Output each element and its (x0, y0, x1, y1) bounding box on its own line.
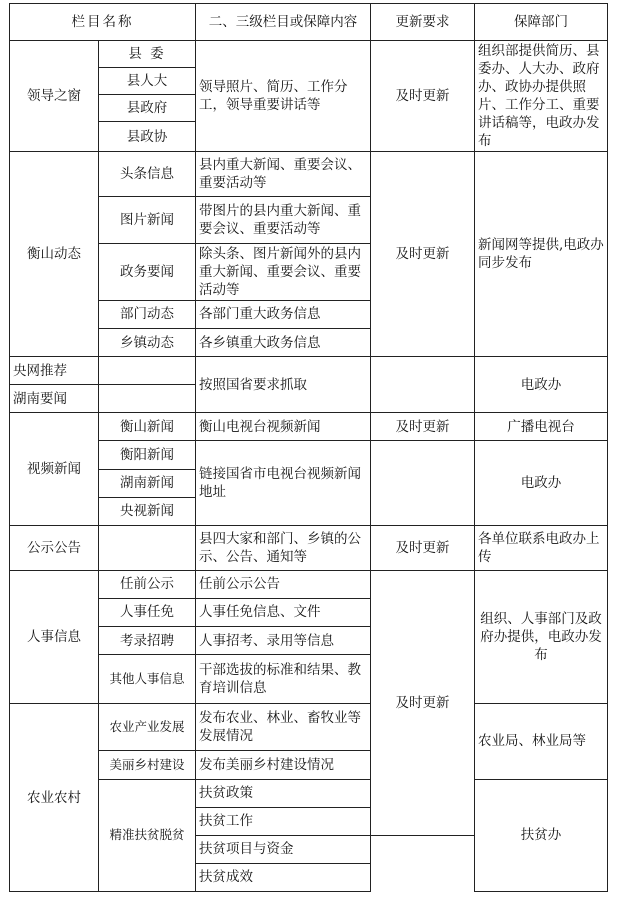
content-cell: 县四大家和部门、乡镇的公示、公告、通知等 (196, 525, 371, 570)
subcategory: 县人大 (99, 68, 196, 95)
subcategory: 考录招聘 (99, 627, 196, 655)
content-cell: 扶贫成效 (196, 863, 371, 891)
subcategory: 央视新闻 (99, 497, 196, 525)
content-cell: 各部门重大政务信息 (196, 300, 371, 328)
dept-cell: 新闻网等提供,电政办同步发布 (475, 152, 608, 357)
subcategory: 农业产业发展 (99, 704, 196, 751)
content-cell: 链接国省市电视台视频新闻地址 (196, 441, 371, 525)
subcategory: 任前公示 (99, 570, 196, 598)
subcategory: 乡镇动态 (99, 329, 196, 357)
dept-cell: 组织、人事部门及政府办提供，电政办发布 (475, 570, 608, 703)
dept-cell: 各单位联系电政办上传 (475, 525, 608, 570)
content-cell: 各乡镇重大政务信息 (196, 329, 371, 357)
header-update: 更新要求 (371, 4, 475, 41)
dept-cell: 电政办 (475, 441, 608, 525)
subcategory: 湖南新闻 (99, 469, 196, 497)
category-central: 央网推荐 (10, 357, 99, 385)
subcategory: 县 委 (99, 41, 196, 68)
update-cell: 及时更新 (371, 413, 475, 441)
subcategory: 政务要闻 (99, 243, 196, 300)
table-row (10, 441, 608, 469)
content-cell: 扶贫项目与资金 (196, 835, 371, 863)
subcategory: 县政府 (99, 95, 196, 122)
content-cell: 按照国省要求抓取 (196, 357, 371, 413)
category-leaders: 领导之窗 (10, 41, 99, 152)
content-cell: 衡山电视台视频新闻 (196, 413, 371, 441)
table-row (10, 413, 608, 441)
content-cell: 发布农业、林业、畜牧业等发展情况 (196, 704, 371, 751)
dept-cell: 电政办 (475, 357, 608, 413)
header-content: 二、三级栏目或保障内容 (196, 4, 371, 41)
dept-cell: 农业局、林业局等 (475, 704, 608, 779)
category-hengshan: 衡山动态 (10, 152, 99, 357)
table-row (10, 41, 608, 68)
content-cell: 扶贫政策 (196, 779, 371, 807)
content-cell: 扶贫工作 (196, 807, 371, 835)
content-cell: 人事任免信息、文件 (196, 598, 371, 626)
category-hunan: 湖南要闻 (10, 385, 99, 413)
column-table (9, 3, 608, 892)
empty-cell (371, 357, 475, 413)
content-cell: 除头条、图片新闻外的县内重大新闻、重要会议、重要活动等 (196, 243, 371, 300)
subcategory: 部门动态 (99, 300, 196, 328)
table-row (10, 570, 608, 598)
subcategory: 衡阳新闻 (99, 441, 196, 469)
header-row (10, 4, 608, 41)
content-cell: 带图片的县内重大新闻、重要会议、重要活动等 (196, 196, 371, 243)
category-personnel: 人事信息 (10, 570, 99, 703)
subcategory: 图片新闻 (99, 196, 196, 243)
category-notice: 公示公告 (10, 525, 99, 570)
table-row (10, 357, 608, 385)
subcategory: 美丽乡村建设 (99, 751, 196, 779)
header-column-name: 栏目名称 (10, 4, 196, 41)
empty-cell (371, 441, 475, 525)
update-cell: 及时更新 (371, 152, 475, 357)
update-cell: 及时更新 (371, 570, 475, 835)
table-row (10, 525, 608, 570)
empty-cell (99, 525, 196, 570)
subcategory: 县政协 (99, 122, 196, 152)
subcategory: 其他人事信息 (99, 655, 196, 704)
content-cell: 任前公示公告 (196, 570, 371, 598)
subcategory: 精准扶贫脱贫 (99, 779, 196, 891)
dept-cell: 组织部提供简历、县委办、人大办、政府办、政协办提供照片、工作分工、重要讲话稿等，电政办发布 (475, 41, 608, 152)
content-cell: 人事招考、录用等信息 (196, 627, 371, 655)
header-dept: 保障部门 (475, 4, 608, 41)
update-cell: 及时更新 (371, 41, 475, 152)
empty-cell (99, 357, 196, 385)
content-cell: 发布美丽乡村建设情况 (196, 751, 371, 779)
dept-cell: 扶贫办 (475, 779, 608, 891)
category-video: 视频新闻 (10, 413, 99, 525)
content-cell: 县内重大新闻、重要会议、重要活动等 (196, 152, 371, 196)
update-cell: 及时更新 (371, 525, 475, 570)
content-cell: 干部选拔的标准和结果、教育培训信息 (196, 655, 371, 704)
empty-cell (99, 385, 196, 413)
content-cell: 领导照片、简历、工作分工，领导重要讲话等 (196, 41, 371, 152)
table-row (10, 779, 608, 807)
category-agri: 农业农村 (10, 704, 99, 892)
subcategory: 人事任免 (99, 598, 196, 626)
subcategory: 衡山新闻 (99, 413, 196, 441)
table-row (10, 152, 608, 196)
subcategory: 头条信息 (99, 152, 196, 196)
table-row (10, 704, 608, 751)
dept-cell: 广播电视台 (475, 413, 608, 441)
